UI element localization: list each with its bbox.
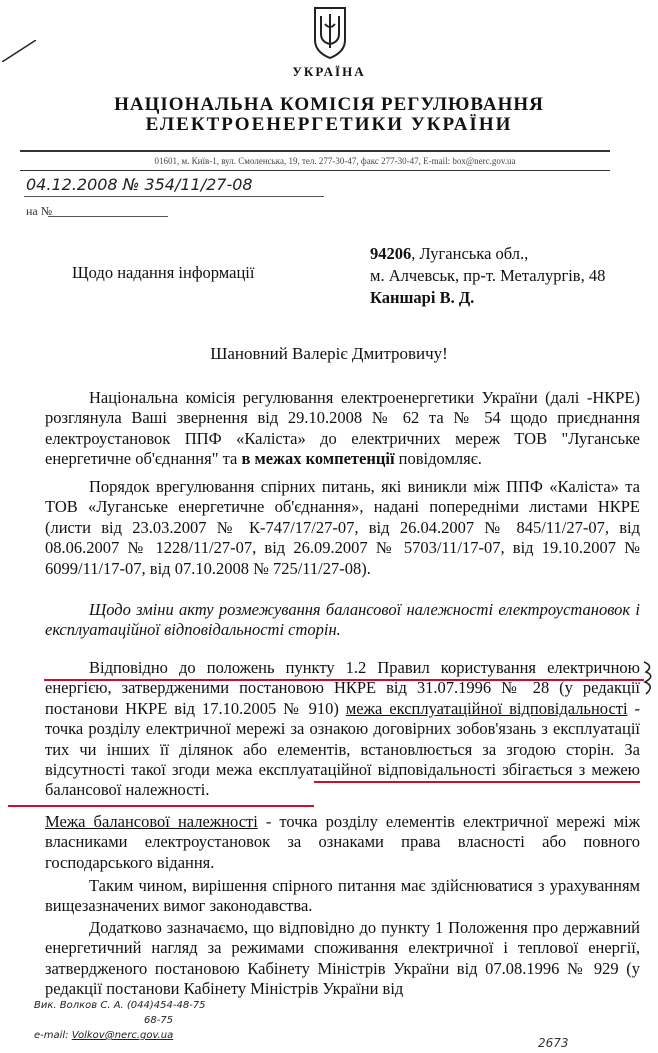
- red-underline-1: [44, 679, 644, 681]
- paragraph-5: [45, 812, 640, 873]
- paragraph-4-underlined: межа експлуатаційної відповідальності: [345, 698, 628, 718]
- recipient-address-line1: [370, 244, 528, 264]
- paragraph-6: Таким чином, вирішення спірного питання має здійснюватися з урахуванням вищезазначених вимог законодавства.: [45, 876, 640, 916]
- section-heading-italic: Щодо зміни акту розмежування балансової належності електроустановок і експлуатаційної відповідальності сторін.: [45, 600, 640, 640]
- recipient-address-line2: м. Алчевськ, пр-т. Металургів, 48: [370, 266, 606, 285]
- executor-email: [34, 1030, 173, 1041]
- org-name-line1: НАЦІОНАЛЬНА КОМІСІЯ РЕГУЛЮВАННЯ: [114, 94, 544, 115]
- recipient-region: , Луганська обл.,: [411, 244, 529, 263]
- executor-info: Вик. Волков С. А. (044)454-48-75: [34, 1000, 206, 1011]
- org-address-line: 01601, м. Київ-1, вул. Смоленська, 19, тел. 277-30-47, факс 277-30-47, E-mail: box@nerc.gov.ua: [154, 156, 516, 166]
- registration-number-date: 04.12.2008 № 354/11/27-08: [26, 175, 253, 194]
- org-name-line2: ЕЛЕКТРОЕНЕРГЕТИКИ УКРАЇНИ: [145, 114, 513, 135]
- recipient-postcode: 94206: [370, 244, 412, 263]
- in-reply-label: на №: [26, 204, 53, 218]
- email-label: e-mail:: [34, 1030, 72, 1041]
- email-link[interactable]: Volkov@nerc.gov.ua: [71, 1030, 174, 1041]
- in-reply-underline: [48, 216, 168, 217]
- paragraph-1-text: Національна комісія регулювання електроенергетики України (далі -НКРЕ) розглянула Ваші звернення від 29.10.2008 № 62 та № 54 щодо приєднання електроустановок ППФ «Каліста» до електричних мереж ТОВ "Луганське енергетичне об'єднання" та: [45, 388, 640, 469]
- country-name: УКРАЇНА: [292, 64, 366, 79]
- paragraph-2: Порядок врегулювання спірних питань, які виникли між ППФ «Каліста» та ТОВ «Луганське енергетичне об'єднання», надані попередніми листами НКРЕ (листи від 23.03.2007 № К-747/17/27-07, від 26.04.2007 № 845/11/27-07, від 08.06.2007 № 1228/11/27-07, від 26.09.2007 № 5703/11/17-07, від 19.10.2007 № 6099/11/17-07, від 07.10.2008 № 725/11/27-08).: [45, 477, 640, 578]
- paragraph-1-bold: в межах компетенції: [241, 449, 395, 469]
- header-rule: [20, 150, 610, 152]
- executor-extension: 68-75: [144, 1015, 174, 1026]
- paragraph-4-end: - точка розділу електричної мережі за ознакою договірних зобов'язань з експлуатації тих чи інших її ділянок або елементів, встановлюється за згодою сторін. За відсутності такої згоди межа експлуатаційної відповідальності збігається з межею балансової належності.: [45, 698, 641, 800]
- paragraph-1-end: повідомляє.: [394, 449, 482, 469]
- registration-underline: [24, 196, 324, 197]
- red-underline-2: [314, 781, 640, 783]
- paragraph-1: [45, 388, 640, 470]
- header-rule-bottom: [20, 170, 610, 171]
- recipient-name: Каншарі В. Д.: [370, 288, 475, 307]
- red-underline-3: [8, 805, 314, 807]
- greeting: Шановний Валеріє Дмитровичу!: [210, 344, 448, 363]
- paragraph-4-text: Відповідно до положень пункту 1.2 Правил користування електричною енергією, затвердженими постановою НКРЕ від 31.07.1996 № 28 (у редакції постанови НКРЕ від 17.10.2005 № 910): [45, 658, 640, 718]
- paragraph-7: Додатково зазначаємо, що відповідно до пункту 1 Положення про державний енергетичний нагляд за режимами споживання електричної і теплової енергії, затвердженого постановою Кабінету Міністрів України від 07.08.1996 № 929 (у редакції постанови Кабінету Міністрів України від: [45, 918, 640, 999]
- paragraph-5-underlined: Межа балансової належності: [45, 812, 258, 831]
- margin-pen-mark: [2, 40, 36, 62]
- page-tag: 2673: [538, 1036, 569, 1050]
- letter-subject: Щодо надання інформації: [72, 263, 255, 282]
- paragraph-5-text: - точка розділу елементів електричної мережі між власниками електроустановок за ознаками права власності або повного господарського відання.: [45, 812, 641, 872]
- coat-of-arms-icon: [313, 4, 347, 60]
- margin-scribble: [640, 660, 658, 696]
